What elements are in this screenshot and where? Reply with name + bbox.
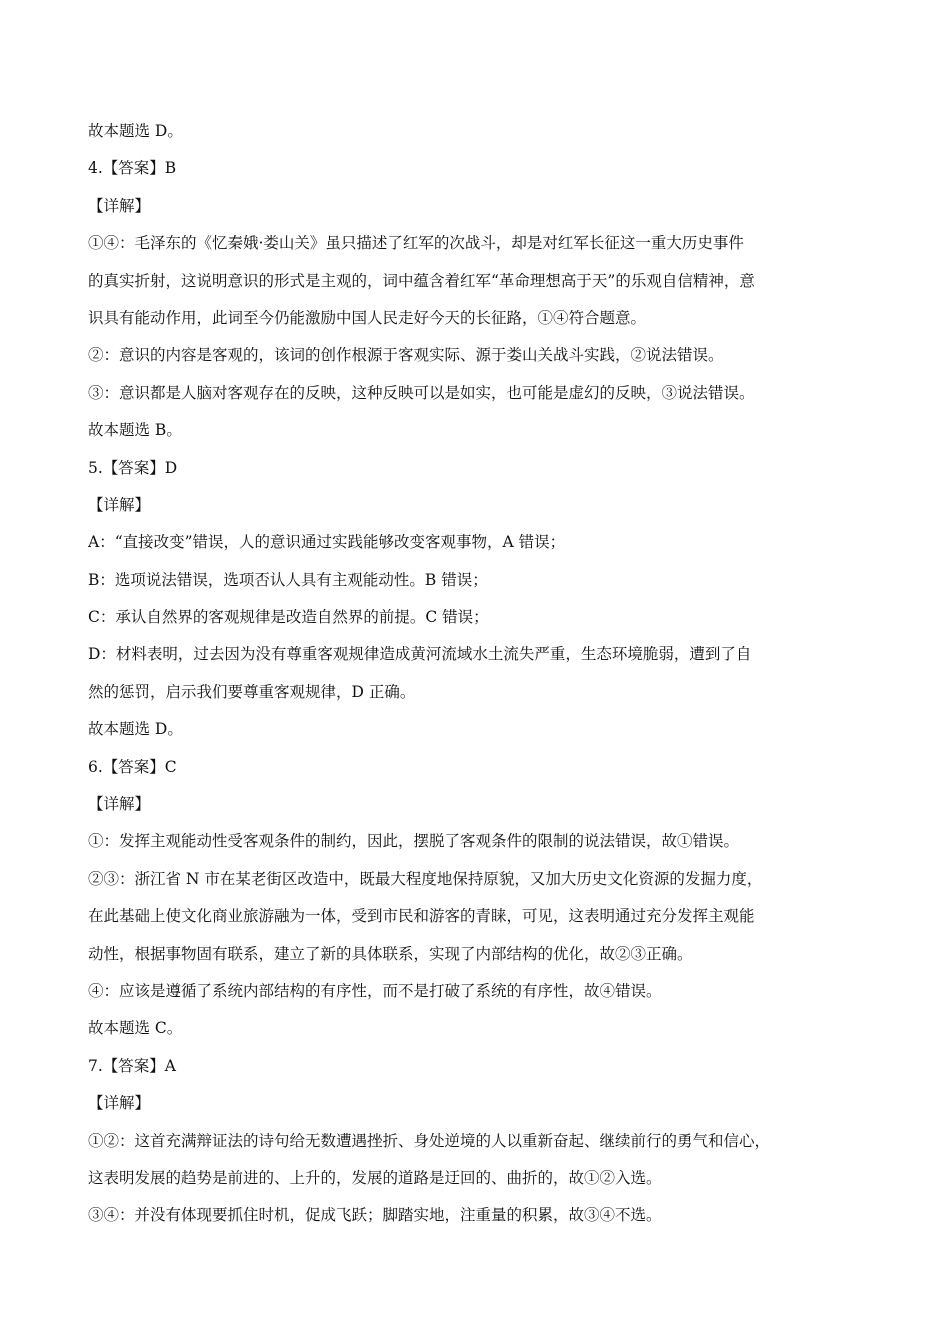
explanation-label: 【详解】	[88, 1094, 151, 1113]
text-line: 故本题选 D。	[88, 122, 183, 140]
explanation-label: 【详解】	[88, 795, 151, 814]
text-line: ④：应该是遵循了系统内部结构的有序性，而不是打破了系统的有序性，故④错误。	[88, 981, 662, 1000]
text-line: A：“直接改变”错误，人的意识通过实践能够改变客观事物，A 错误；	[88, 533, 566, 552]
text-line: ③④：并没有体现要抓住时机，促成飞跃；脚踏实地，注重量的积累，故③④不选。	[88, 1206, 662, 1225]
text-line: ②：意识的内容是客观的，该词的创作根源于客观实际、源于娄山关战斗实践，②说法错误。	[88, 346, 724, 365]
text-line: 故本题选 D。	[88, 720, 183, 739]
explanation-label: 【详解】	[88, 495, 151, 514]
answer-explanations	[88, 118, 848, 1240]
text-line: ②③：浙江省 N 市在某老街区改造中，既最大程度地保持原貌，又加大历史文化资源的发掘力度，	[88, 869, 763, 888]
text-line: C：承认自然界的客观规律是改造自然界的前提。C 错误；	[88, 608, 489, 627]
explanation-label: 【详解】	[88, 196, 151, 215]
text-line: 动性，根据事物固有联系，建立了新的具体联系，实现了内部结构的优化，故②③正确。	[88, 944, 693, 963]
text-line: ③：意识都是人脑对客观存在的反映，这种反映可以是如实，也可能是虚幻的反映，③说法错误。	[88, 383, 755, 402]
text-line: D：材料表明，过去因为没有尊重客观规律造成黄河流域水土流失严重，生态环境脆弱，遭到了自	[88, 645, 752, 664]
answer-heading: 7.【答案】A	[88, 1056, 176, 1075]
text-line: 识具有能动作用，此词至今仍能激励中国人民走好今天的长征路，①④符合题意。	[88, 308, 647, 327]
answer-heading: 5.【答案】D	[88, 458, 178, 477]
answer-heading: 4.【答案】B	[88, 159, 177, 178]
text-line: 故本题选 C。	[88, 1019, 183, 1038]
text-line: 故本题选 B。	[88, 421, 182, 440]
text-line: 这表明发展的趋势是前进的、上升的，发展的道路是迂回的、曲折的，故①②入选。	[88, 1168, 662, 1187]
text-line: 的真实折射，这说明意识的形式是主观的，词中蕴含着红军“革命理想高于天”的乐观自信精神，意	[88, 271, 755, 290]
text-line: ①②：这首充满辩证法的诗句给无数遭遇挫折、身处逆境的人以重新奋起、继续前行的勇气和信心，	[88, 1131, 771, 1150]
text-line: ①：发挥主观能动性受客观条件的制约，因此，摆脱了客观条件的限制的说法错误，故①错误。	[88, 832, 740, 851]
answer-heading: 6.【答案】C	[88, 757, 177, 776]
text-line: 然的惩罚，启示我们要尊重客观规律，D 正确。	[88, 682, 416, 701]
text-line: 在此基础上使文化商业旅游融为一体，受到市民和游客的青睐，可见，这表明通过充分发挥主观能	[88, 907, 755, 926]
text-line: ①④：毛泽东的《忆秦娥·娄山关》虽只描述了红军的次战斗，却是对红军长征这一重大历史事件	[88, 234, 744, 253]
text-line: B：选项说法错误，选项否认人具有主观能动性。B 错误；	[88, 570, 488, 589]
